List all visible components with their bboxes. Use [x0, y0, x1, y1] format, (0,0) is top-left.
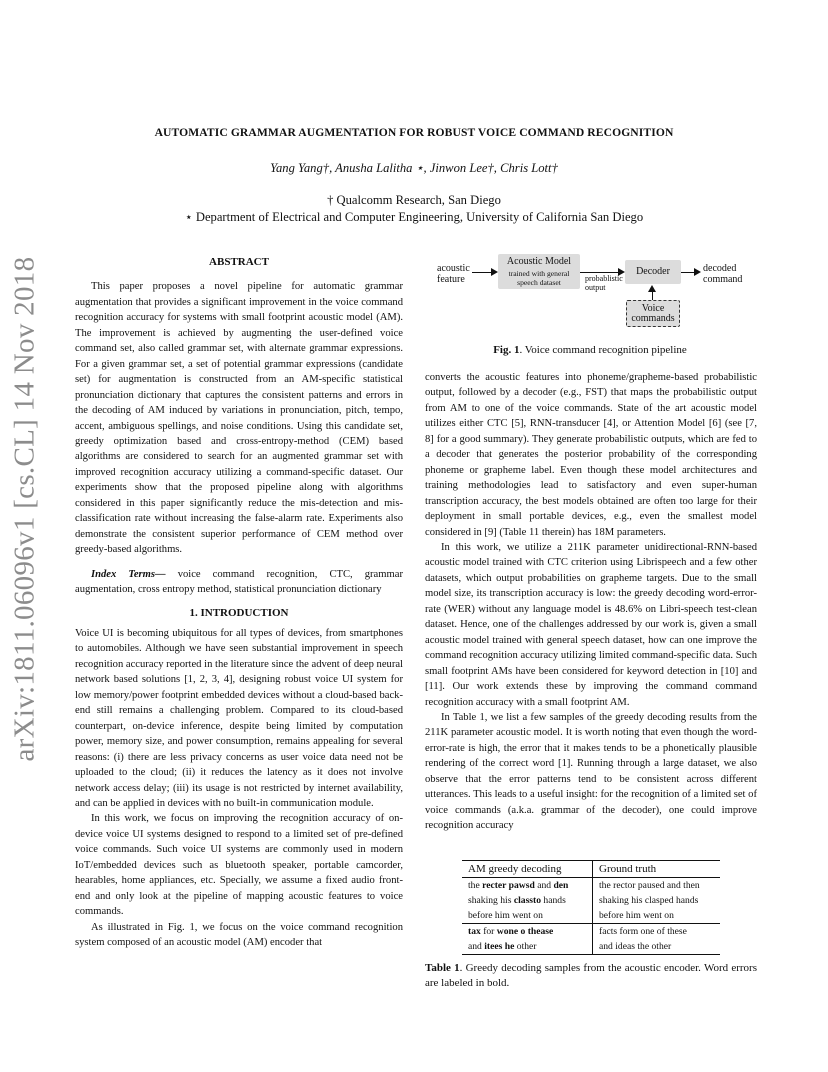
table-row: [462, 924, 720, 955]
table-cell-truth: [593, 878, 721, 924]
abstract-text: This paper proposes a novel pipeline for automatic grammar augmentation that provides a significant improvement in the voice command recognition accuracy for systems with small footprint acoustic model (AM). The improvement is achieved by augmenting the user-defined voice command set, also called grammar set, with alternate grammar expressions. For a given grammar set, a set of potential grammar expressions (candidate set) for augmentation is constructed from an AM-specific statistical pronunciation dictionary that captures the consistent patterns and errors in the decoding of AM induced by variations in pronunciation, pitch, tempo, accent, ambiguous spellings, and noise conditions. Using this candidate set, greedy optimization based and cross-entropy-method (CEM) based algorithms are considered to search for an augmented grammar set with improved recognition accuracy utilizing a command-specific dataset. Our experiments show that the proposed pipeline along with algorithms considered in this paper significantly reduce the mis-detection and mis-classification rate without increasing the false-alarm rate. Experiments also demonstrate the consistent superior performance of CEM method over greedy-based algorithms.: [75, 281, 403, 556]
output-label-2: command: [703, 274, 743, 285]
table-header-am: AM greedy decoding: [462, 861, 593, 878]
arrowhead-input: [491, 268, 498, 276]
input-label-2: feature: [437, 274, 465, 285]
input-label-1: acoustic: [437, 263, 470, 274]
right-paragraph-2: In this work, we utilize a 211K parameter unidirectional-RNN-based acoustic model trained with CTC criterion using Librispeech and a few other datasets, which output probabilities on grapheme targets. Due to the small model size, its transcription accuracy is low: the greedy decoding word-error-rate (WER) without any language model is 48.6% on Libri-speech test-clean dataset. Hence, one of the challenges addressed by our work is, given a small acoustic model trained with general speech dataset, how can one improve the command recognition accuracy utilizing limited command-specific data. Such small footprint AMs have been considered for keyword detection in [10] and [11]. Our work extends these by improving the command command recognition accuracy with a small footprint AM.: [425, 541, 757, 708]
arrow-input: [472, 272, 492, 273]
table-row: [462, 878, 720, 924]
figure-caption-label: Fig. 1: [493, 344, 520, 356]
right-paragraph-1: converts the acoustic features into phoneme/grapheme-based probabilistic output, followed by a decoder (e.g., FST) that maps the probabilistic output from AM to one of the voice commands. State of the art acoustic model utilizes either CTC [5], RNN-transducer [4], or Attention Model [6] (see [7, 8] for a good summary). They generate probabilistic outputs, which are fed to a decoder that generates the posterior probability of the corresponding phoneme or grapheme label. Even though these model architectures and training methodologies lead to satisfactory and even super-human transcription accuracy, the best models obtained are often too large for their deployment in small portable devices, e.g., even the smallest model considered in [9] (Table 11 therein) has 18M parameters.: [425, 372, 757, 538]
arrow-am-decoder: [580, 272, 619, 273]
table-cell-line: before him went on: [468, 910, 543, 921]
table-cell-line: shaking his clasped hands: [599, 895, 699, 906]
affiliation-qualcomm: † Qualcomm Research, San Diego: [327, 193, 501, 207]
intro-paragraph-3: As illustrated in Fig. 1, we focus on the voice command recognition system composed of an acoustic model (AM) encoder that: [75, 921, 403, 949]
acoustic-model-sub-2: speech dataset: [517, 278, 561, 287]
intro-paragraph-1: Voice UI is becoming ubiquitous for all types of devices, from smartphones to automobiles. Although we have seen substantial improvement in speech recognition accuracy reported in the literature since the advent of deep neural network based solutions [1, 2, 3, 4], designing robust voice UI system for low memory/power footprint embedded devices without a cloud-based back-end still remains a challenging problem. Compared to its cloud-based counterpart, on-device inference, despite being limited by computation power, memory size, and power consumption, remains appealing for several reasons: (i) there are less privacy concerns as user voice data need not be uploaded to the cloud; (ii) it reduces the latency as it does not involve network access delay; (iii) its usage is not restricted by internet availability, and can be applied in devices with no built-in communication module.: [75, 627, 403, 809]
index-terms-label: Index Terms—: [91, 568, 166, 580]
decoder-label: Decoder: [636, 266, 670, 277]
table-caption-text: . Greedy decoding samples from the acoustic encoder. Word errors are labeled in bold.: [425, 962, 757, 989]
right-column: [425, 370, 757, 834]
table-cell-line: the rector paused and then: [599, 880, 700, 891]
prob-label-2: output: [585, 283, 606, 292]
table-header-truth: Ground truth: [599, 863, 657, 875]
prob-label-1: probablistic: [585, 274, 623, 283]
intro-heading: 1. INTRODUCTION: [189, 606, 289, 619]
acoustic-model-box: [498, 254, 580, 289]
arrow-voice-decoder: [652, 292, 653, 300]
output-label-1: decoded: [703, 263, 737, 274]
abstract-heading: ABSTRACT: [209, 256, 269, 268]
table-caption: [425, 961, 757, 991]
decoder-box: [625, 260, 681, 284]
table-cell-truth: [593, 924, 721, 955]
arxiv-stamp: arXiv:1811.06096v1 [cs.CL] 14 Nov 2018: [8, 256, 41, 762]
paper-title: AUTOMATIC GRAMMAR AUGMENTATION FOR ROBUST VOICE COMMAND RECOGNITION: [154, 126, 674, 139]
table-cell-line: facts form one of these: [599, 926, 687, 937]
voice-commands-label-2: commands: [631, 313, 675, 324]
voice-commands-box: [626, 300, 680, 327]
figure-caption-text: . Voice command recognition pipeline: [519, 344, 687, 356]
table-cell-line: and ideas the other: [599, 941, 672, 952]
figure-pipeline-diagram: [428, 250, 758, 330]
author-list: Yang Yang†, Anusha Lalitha ⋆, Jinwon Lee†, Chris Lott†: [270, 161, 558, 175]
table-cell-am: the recter pawsd and den shaking his classto hands before him went on: [462, 878, 593, 924]
figure-caption: [425, 343, 755, 358]
left-column: [75, 255, 403, 950]
arrow-output: [681, 272, 695, 273]
table-cell-line: before him went on: [599, 910, 674, 921]
intro-paragraph-2: In this work, we focus on improving the recognition accuracy of on-device voice UI systems designed to respond to a limited set of pre-defined voice commands. Such voice UI systems are commonly used in modern IoT/embedded devices such as bluetooth speaker, portable camcorder, hearables, home appliances, etc. Specially, we assume a fixed audio front-end and only look at the pipeline of mapping acoustic features to voice commands.: [75, 813, 403, 918]
affiliation-ucsd: ⋆ Department of Electrical and Computer Engineering, University of California San Diego: [184, 210, 644, 224]
index-terms-text: voice command recognition, CTC, grammar augmentation, cross entropy method, statistical pronunciation dictionary: [75, 568, 403, 596]
table-caption-label: Table 1: [425, 962, 460, 974]
right-paragraph-3: In Table 1, we list a few samples of the greedy decoding results from the 211K parameter acoustic model. It is worth noting that even though the word-error-rate is high, the error that it makes tends to be a phonetically plausible rendering of the correct word [1]. Running through a large dataset, we also observe that the error patterns tend to be consistent across different utterances. This leads to a useful insight: for the recognition of a limited set of voice commands (a.k.a. grammar of the decoder), one could improve recognition accuracy: [425, 711, 757, 832]
table-greedy-decoding: [462, 860, 720, 955]
acoustic-model-title: Acoustic Model: [506, 256, 572, 267]
table-cell-am: tax for wone o thease and itees he other: [462, 924, 593, 955]
voice-commands-label-1: Voice: [641, 303, 665, 314]
arrowhead-voice-decoder: [648, 285, 656, 292]
acoustic-model-sub-1: trained with general: [508, 269, 570, 278]
index-terms: [75, 567, 403, 598]
arrowhead-output: [694, 268, 701, 276]
